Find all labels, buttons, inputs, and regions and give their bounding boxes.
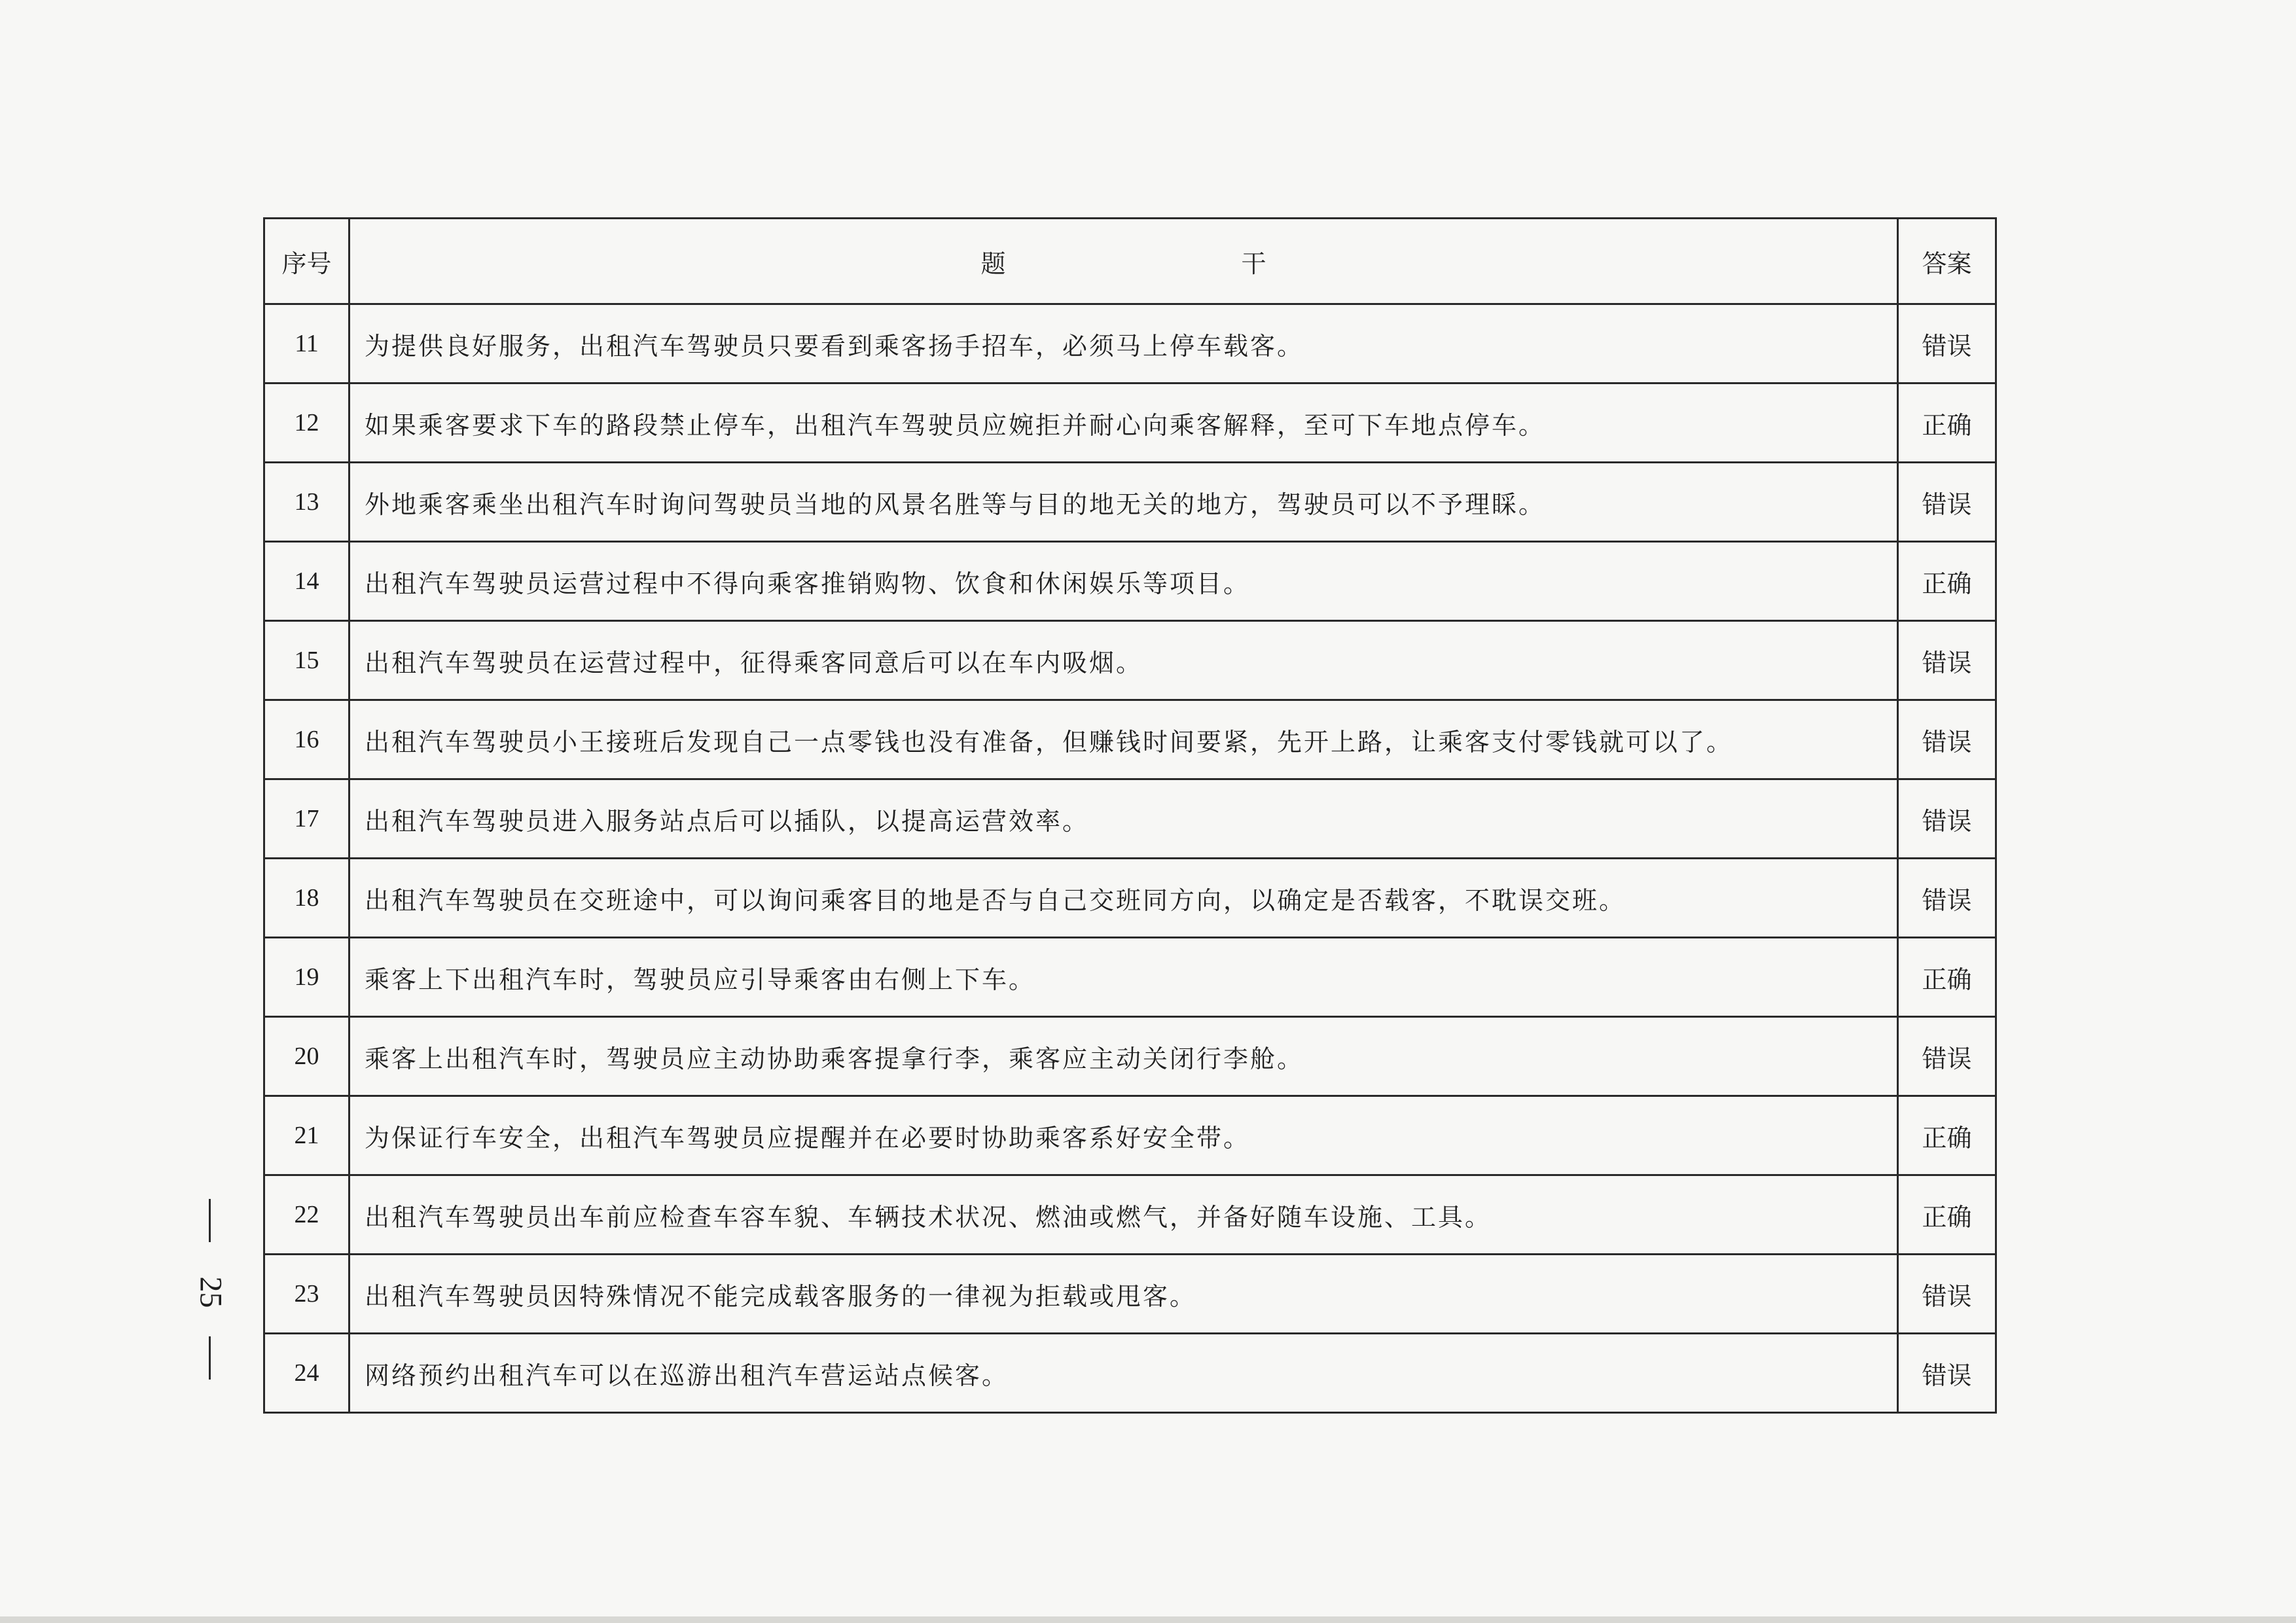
row-answer: 错误 (1898, 1017, 1996, 1096)
row-stem: 外地乘客乘坐出租汽车时询问驾驶员当地的风景名胜等与目的地无关的地方，驾驶员可以不予理睬。 (350, 463, 1898, 542)
row-answer: 错误 (1898, 700, 1996, 779)
table-row (264, 542, 1996, 621)
row-stem: 如果乘客要求下车的路段禁止停车，出租汽车驾驶员应婉拒并耐心向乘客解释，至可下车地点停车。 (350, 383, 1898, 463)
row-stem: 出租汽车驾驶员运营过程中不得向乘客推销购物、饮食和休闲娱乐等项目。 (350, 542, 1898, 621)
row-answer: 错误 (1898, 1334, 1996, 1413)
row-stem: 乘客上出租汽车时，驾驶员应主动协助乘客提拿行李，乘客应主动关闭行李舱。 (350, 1017, 1898, 1096)
row-stem: 出租汽车驾驶员小王接班后发现自己一点零钱也没有准备，但赚钱时间要紧，先开上路，让乘客支付零钱就可以了。 (350, 700, 1898, 779)
row-stem: 出租汽车驾驶员因特殊情况不能完成载客服务的一律视为拒载或甩客。 (350, 1255, 1898, 1334)
header-number: 序号 (264, 219, 350, 304)
row-answer: 错误 (1898, 621, 1996, 700)
row-number: 11 (264, 304, 350, 383)
row-answer: 正确 (1898, 938, 1996, 1017)
table-row (264, 1334, 1996, 1413)
row-number: 19 (264, 938, 350, 1017)
row-number: 24 (264, 1334, 350, 1413)
row-stem: 出租汽车驾驶员进入服务站点后可以插队，以提高运营效率。 (350, 779, 1898, 859)
row-number: 22 (264, 1175, 350, 1255)
scan-edge (0, 1616, 2296, 1623)
row-number: 18 (264, 859, 350, 938)
table-row (264, 383, 1996, 463)
row-stem: 出租汽车驾驶员在运营过程中，征得乘客同意后可以在车内吸烟。 (350, 621, 1898, 700)
row-number: 13 (264, 463, 350, 542)
table-row (264, 304, 1996, 383)
table-row (264, 1255, 1996, 1334)
page-number-dash-top (209, 1199, 211, 1242)
row-stem: 为提供良好服务，出租汽车驾驶员只要看到乘客扬手招车，必须马上停车载客。 (350, 304, 1898, 383)
row-number: 21 (264, 1096, 350, 1175)
table-row (264, 463, 1996, 542)
header-stem: 题干 (350, 219, 1898, 304)
row-number: 17 (264, 779, 350, 859)
question-table (263, 217, 1997, 1414)
header-answer: 答案 (1898, 219, 1996, 304)
row-number: 20 (264, 1017, 350, 1096)
page-number-text: 25 (193, 1276, 228, 1308)
row-number: 12 (264, 383, 350, 463)
table-row (264, 859, 1996, 938)
table-row (264, 779, 1996, 859)
table-row (264, 1017, 1996, 1096)
row-answer: 正确 (1898, 383, 1996, 463)
row-answer: 错误 (1898, 463, 1996, 542)
row-answer: 错误 (1898, 1255, 1996, 1334)
row-answer: 正确 (1898, 1096, 1996, 1175)
row-answer: 错误 (1898, 859, 1996, 938)
table-row (264, 1096, 1996, 1175)
table-row (264, 700, 1996, 779)
table-row (264, 621, 1996, 700)
row-answer: 错误 (1898, 304, 1996, 383)
row-number: 14 (264, 542, 350, 621)
table-row (264, 1175, 1996, 1255)
table-row (264, 938, 1996, 1017)
row-answer: 错误 (1898, 779, 1996, 859)
page-number-dash-bottom (209, 1336, 211, 1380)
row-number: 23 (264, 1255, 350, 1334)
page-number (191, 1199, 230, 1382)
row-number: 15 (264, 621, 350, 700)
row-number: 16 (264, 700, 350, 779)
row-answer: 正确 (1898, 542, 1996, 621)
row-answer: 正确 (1898, 1175, 1996, 1255)
row-stem: 为保证行车安全，出租汽车驾驶员应提醒并在必要时协助乘客系好安全带。 (350, 1096, 1898, 1175)
row-stem: 网络预约出租汽车可以在巡游出租汽车营运站点候客。 (350, 1334, 1898, 1413)
row-stem: 出租汽车驾驶员出车前应检查车容车貌、车辆技术状况、燃油或燃气，并备好随车设施、工具。 (350, 1175, 1898, 1255)
row-stem: 乘客上下出租汽车时，驾驶员应引导乘客由右侧上下车。 (350, 938, 1898, 1017)
table-header-row (264, 219, 1996, 304)
row-stem: 出租汽车驾驶员在交班途中，可以询问乘客目的地是否与自己交班同方向，以确定是否载客，不耽误交班。 (350, 859, 1898, 938)
